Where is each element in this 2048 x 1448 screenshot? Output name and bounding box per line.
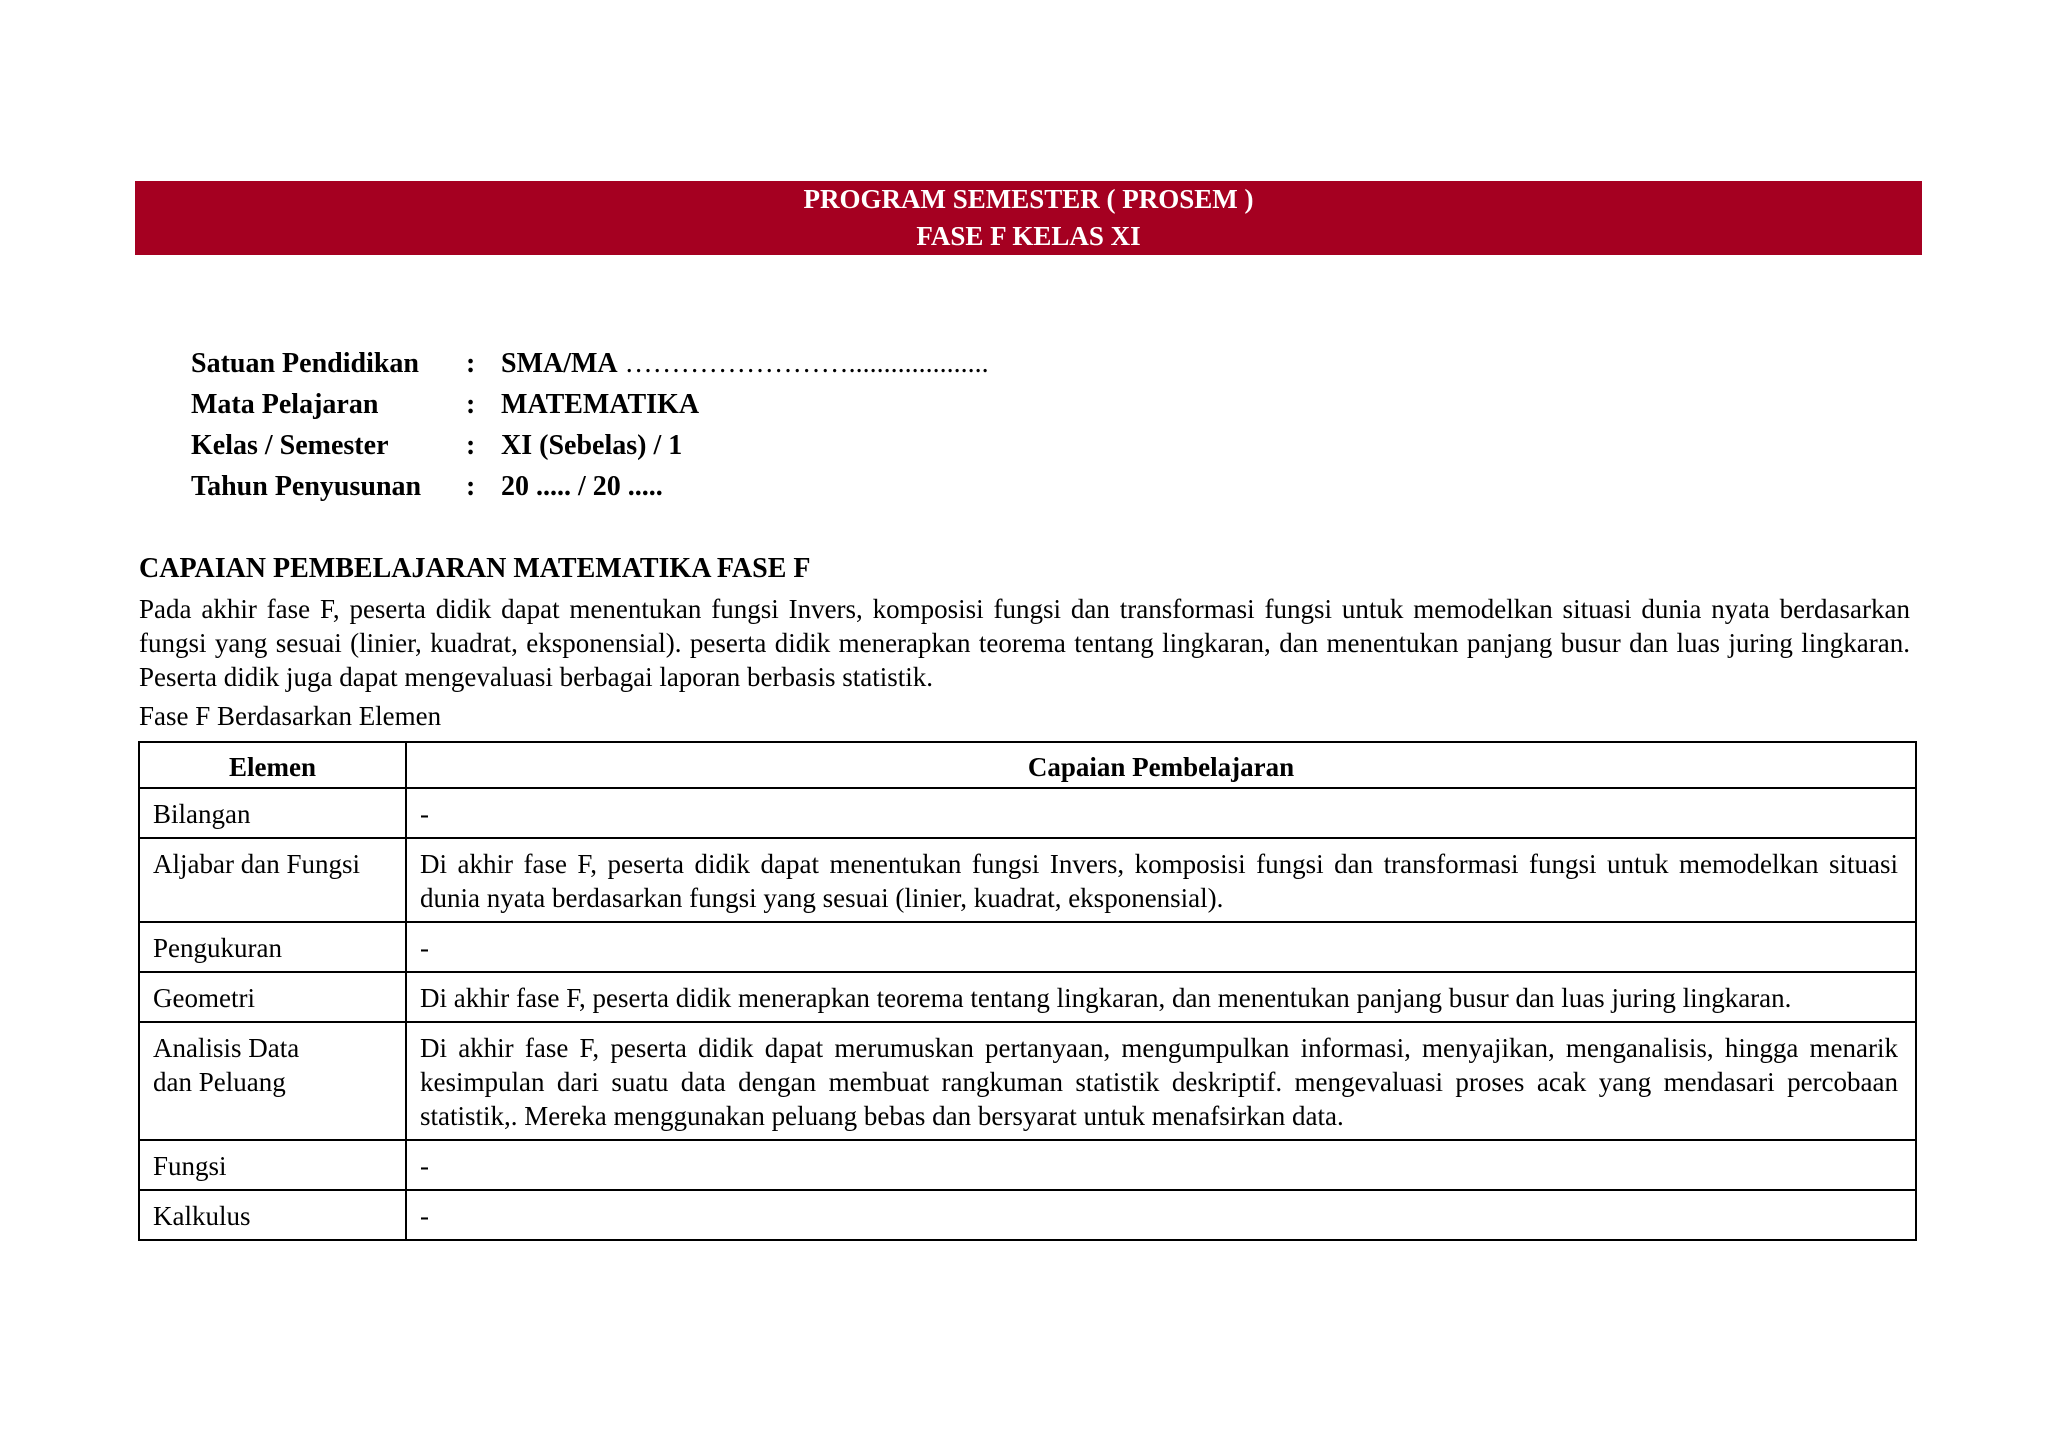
section-paragraph: Pada akhir fase F, peserta didik dapat menentukan fungsi Invers, komposisi fungsi dan transformasi fungsi untuk memodelkan situasi dunia nyata berdasarkan fungsi yang sesuai (linier, kuadrat, eksponensial). peserta didik menerapkan teorema tentang lingkaran, dan menentukan panjang busur dan luas juring lingkaran. Peserta didik juga dapat mengevaluasi berbagai laporan berbasis statistik. — [139, 594, 1910, 692]
table-row — [139, 1190, 1916, 1240]
table-row — [139, 922, 1916, 972]
table-row — [139, 838, 1916, 922]
elemen-name: Fungsi — [153, 1151, 227, 1181]
capaian-cell: Di akhir fase F, peserta didik dapat merumuskan pertanyaan, mengumpulkan informasi, menyajikan, menganalisis, hingga menarik kesimpulan dari suatu data dengan membuat rangkuman statistik deskriptif. mengevaluasi proses acak yang mendasari percobaan statistik,. Mereka menggunakan peluang bebas dan bersyarat untuk menafsirkan data. — [406, 1022, 1916, 1140]
elemen-cell — [139, 922, 406, 972]
document-subtitle: FASE F KELAS XI — [916, 221, 1141, 251]
column-header-capaian: Capaian Pembelajaran — [406, 742, 1916, 788]
table-row — [139, 972, 1916, 1022]
elemen-name: dan Peluang — [153, 1067, 286, 1097]
column-header-elemen: Elemen — [139, 742, 406, 788]
identity-label: Kelas / Semester — [191, 430, 389, 461]
identity-label: Tahun Penyusunan — [191, 471, 422, 502]
capaian-cell: Di akhir fase F, peserta didik menerapkan teorema tentang lingkaran, dan menentukan panjang busur dan luas juring lingkaran. — [406, 972, 1916, 1022]
elemen-cell — [139, 1022, 406, 1140]
table-row — [139, 1022, 1916, 1140]
identity-colon: : — [466, 389, 476, 420]
identity-label: Satuan Pendidikan — [191, 348, 419, 379]
identity-row-mata-pelajaran — [191, 384, 989, 425]
elemen-name: Bilangan — [153, 799, 251, 829]
table-row — [139, 1140, 1916, 1190]
identity-value-text: SMA/MA — [501, 348, 618, 379]
capaian-cell: Di akhir fase F, peserta didik dapat menentukan fungsi Invers, komposisi fungsi dan transformasi fungsi untuk memodelkan situasi dunia nyata berdasarkan fungsi yang sesuai (linier, kuadrat, eksponensial). — [406, 838, 1916, 922]
identity-row-tahun-penyusunan — [191, 466, 989, 507]
capaian-cell: - — [406, 922, 1916, 972]
identity-colon: : — [466, 430, 476, 461]
identity-value: XI (Sebelas) / 1 — [501, 430, 683, 461]
elemen-cell — [139, 972, 406, 1022]
capaian-cell: - — [406, 1190, 1916, 1240]
identity-value: MATEMATIKA — [501, 389, 700, 420]
elemen-cell — [139, 1140, 406, 1190]
elemen-cell — [139, 788, 406, 838]
identity-row-kelas-semester — [191, 425, 989, 466]
table-caption: Fase F Berdasarkan Elemen — [139, 701, 442, 731]
elemen-table — [138, 741, 1917, 1241]
identity-value — [501, 343, 989, 384]
table-header-row — [139, 742, 1916, 788]
document-title: PROGRAM SEMESTER ( PROSEM ) — [803, 184, 1254, 214]
elemen-name: Analisis Data — [153, 1033, 300, 1063]
elemen-name: Kalkulus — [153, 1201, 251, 1231]
elemen-name: Geometri — [153, 983, 255, 1013]
capaian-cell: - — [406, 788, 1916, 838]
section-heading: CAPAIAN PEMBELAJARAN MATEMATIKA FASE F — [139, 553, 811, 584]
capaian-cell: - — [406, 1140, 1916, 1190]
identity-row-satuan-pendidikan — [191, 343, 989, 384]
elemen-cell — [139, 838, 406, 922]
identity-value: 20 ..... / 20 ..... — [501, 471, 663, 502]
table-row — [139, 788, 1916, 838]
identity-colon: : — [466, 471, 476, 502]
elemen-cell — [139, 1190, 406, 1240]
identity-colon: : — [466, 348, 476, 379]
document-title-banner — [135, 181, 1922, 255]
elemen-name: Pengukuran — [153, 933, 282, 963]
identity-block — [191, 343, 989, 507]
identity-label: Mata Pelajaran — [191, 389, 379, 420]
identity-value-dots: …………………….................... — [617, 348, 989, 379]
elemen-name: Aljabar dan Fungsi — [153, 849, 360, 879]
